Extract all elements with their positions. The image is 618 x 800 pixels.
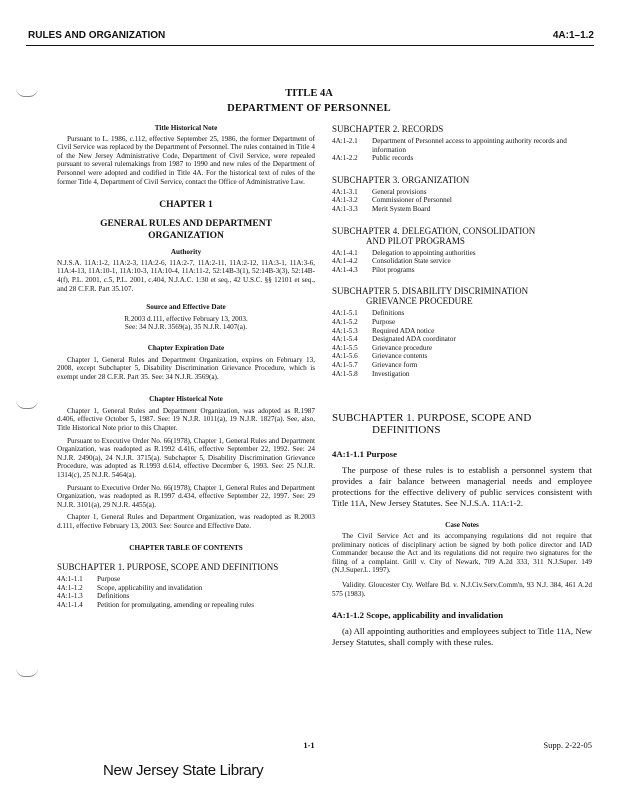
section-1-1-1-heading: 4A:1-1.1 Purpose <box>332 448 397 459</box>
toc-item[interactable]: 4A:1-5.1 Definitions <box>332 309 405 318</box>
section-1-1-2-heading: 4A:1-1.2 Scope, applicability and invalidation <box>332 610 504 621</box>
toc-item[interactable]: 4A:1-5.2 Purpose <box>332 317 396 326</box>
toc-subchapter-4-heading: SUBCHAPTER 4. DELEGATION, CONSOLIDATION AND PILOT PROGRAMS <box>332 225 536 246</box>
margin-mark <box>16 400 38 409</box>
toc-subchapter-1-list <box>57 575 315 609</box>
section-1-1-2-text: (a) All appointing authorities and employees subject to Title 11A, New Jersey Statutes, shall comply with these rules. <box>332 626 592 648</box>
toc-item[interactable]: 4A:1-1.2 Scope, applicability and invalidation <box>57 583 203 592</box>
toc-subchapter-2-heading: SUBCHAPTER 2. RECORDS <box>332 124 444 134</box>
case-note-2: Validity. Gloucester Cty. Welfare Bd. v. N.J.Civ.Serv.Comm'n, 93 N.J. 384, 461 A.2d 575 (1983). <box>332 581 592 598</box>
chapter-historical-p1: Chapter 1, General Rules and Department Organization, was adopted as R.1987 d.406, effective October 5, 1987. See: 19 N.J.R. 1011(a), 19 N.J.R. 1827(a). See, also, Title Historical Note prior to this Chapter. <box>57 406 315 433</box>
subchapter-1-heading: SUBCHAPTER 1. PURPOSE, SCOPE AND DEFINITIONS <box>332 412 532 437</box>
chapter-label: CHAPTER 1 <box>159 200 213 211</box>
header-right: 4A:1–1.2 <box>552 30 594 41</box>
toc-subchapter-5-list <box>332 309 592 378</box>
toc-subchapter-5-heading: SUBCHAPTER 5. DISABILITY DISCRIMINATION GRIEVANCE PROCEDURE <box>332 286 529 307</box>
toc-item[interactable]: 4A:1-5.3 Required ADA notice <box>332 326 435 335</box>
toc-item[interactable]: 4A:1-4.1 Delegation to appointing authorities <box>332 248 476 257</box>
toc-item[interactable]: 4A:1-1.4 Petition for promulgating, amending or repealing rules <box>57 600 255 609</box>
authority-text: N.J.S.A. 11A:1-2, 11A:2-3, 11A:2-6, 11A:2-7, 11A:2-11, 11A:2-12, 11A:3-1, 11A:3-6, 11A:4-13, 11A:10-1, 11A:10-3, 11A:10-4, 11A:11-2, 52:14B-3(1), 52:14B-3(3), 52:14B-4(f), P.L. 2001, c.5, P.L. 2001, c.404, N.J.A.C. 1:30 et seq., 42 U.S.C. §§ 12101 et seq., and 28 C.F.R. Part 35.107. <box>57 258 315 293</box>
toc-item[interactable]: 4A:1-1.1 Purpose <box>57 575 121 584</box>
section-1-1-1-text: The purpose of these rules is to establish a personnel system that provides a fair balance between managerial needs and employee protections for the effective delivery of public services consistent with Title 11A, New Jersey Statutes. See N.J.S.A. 11A:1-2. <box>332 464 592 508</box>
toc-item[interactable]: 4A:1-5.4 Designated ADA coordinator <box>332 335 456 344</box>
toc-item[interactable]: 4A:1-5.6 Grievance contents <box>332 352 428 361</box>
library-watermark: New Jersey State Library <box>103 762 264 779</box>
toc-item[interactable]: 4A:1-2.1 Department of Personnel access to appointing authority records and information <box>332 137 567 154</box>
toc-item[interactable]: 4A:1-3.3 Merit System Board <box>332 204 431 213</box>
source-heading: Source and Effective Date <box>146 303 226 312</box>
right-column <box>332 124 592 648</box>
toc-heading: CHAPTER TABLE OF CONTENTS <box>129 543 243 552</box>
toc-item[interactable]: 4A:1-2.2 Public records <box>332 154 414 163</box>
header-rule <box>26 45 594 46</box>
toc-subchapter-4-list <box>332 249 592 275</box>
toc-item[interactable]: 4A:1-4.2 Consolidation State service <box>332 257 451 266</box>
header-left: RULES AND ORGANIZATION <box>28 30 166 41</box>
authority-heading: Authority <box>170 248 202 257</box>
chapter-historical-p4: Chapter 1, General Rules and Department Organization, was readopted as R.2003 d.111, effective February 13, 2003. See: Source and Effective Date. <box>57 513 315 530</box>
source-line-2: See: 34 N.J.R. 3569(a), 35 N.J.R. 1407(a). <box>124 323 248 332</box>
toc-subchapter-3-heading: SUBCHAPTER 3. ORGANIZATION <box>332 174 470 185</box>
left-column <box>57 124 315 610</box>
toc-item[interactable]: 4A:1-1.3 Definitions <box>57 592 130 601</box>
toc-item[interactable]: 4A:1-3.1 General provisions <box>332 187 427 196</box>
case-notes-heading: Case Notes <box>445 520 479 529</box>
title-number: TITLE 4A <box>285 88 333 99</box>
chapter-title: GENERAL RULES AND DEPARTMENT ORGANIZATION <box>100 219 272 241</box>
source-line-1: R.2003 d.111, effective February 13, 2003. <box>124 314 248 323</box>
title-historical-heading: Title Historical Note <box>154 124 218 132</box>
toc-item[interactable]: 4A:1-3.2 Commissioner of Personnel <box>332 196 452 205</box>
toc-item[interactable]: 4A:1-4.3 Pilot programs <box>332 265 415 274</box>
chapter-historical-p3: Pursuant to Executive Order No. 66(1978), Chapter 1, General Rules and Department Organization, was readopted as R.1997 d.434, effective September 22, 1997. See: 29 N.J.R. 3101(a), 29 N.J.R. 4455(a). <box>57 483 315 509</box>
chapter-historical-p2: Pursuant to Executive Order No. 66(1978), Chapter 1, General Rules and Department Organization, was readopted as R.1992 d.416, effective September 22, 1992. See: 24 N.J.R. 2490(a), 24 N.J.R. 3715(a). Subchapter 5, Disability Discrimination Grievance Procedure, was adopted as R.1993 d.614, effective December 6, 1993. See: 25 N.J.R. 1314(c), 25 N.J.R. 5464(a). <box>57 436 315 480</box>
case-note-1: The Civil Service Act and its accompanying regulations did not require that preliminary notices of disciplinary action be signed by both police director and IAD Commander because the Act and its regulations did not require two signatures for the filing of a complaint. Grill v. City of Newark, 709 A.2d 333, 311 N.J.Super. 149 (N.J.Super.L. 1997). <box>332 532 592 575</box>
supplement-date: Supp. 2-22-05 <box>543 740 592 750</box>
page-number: 1-1 <box>303 740 315 750</box>
title-name: DEPARTMENT OF PERSONNEL <box>227 103 391 114</box>
toc-subchapter-2-list <box>332 137 592 163</box>
running-header <box>28 30 594 46</box>
title-historical-text: Pursuant to L. 1986, c.112, effective September 25, 1986, the former Department of Civil Service was replaced by the Department of Personnel. The rules contained in Title 4 of the New Jersey Administrative Code, Department of Civil Service, were repealed pursuant to several rulemakings from 1987 to 1990 and new rules of the Department of Personnel were adopted and codified in Title 4A. For the historical text of rules of the former Title 4, Department of Civil Service, contact the Office of Administrative Law. <box>57 134 315 186</box>
chapter-historical-heading: Chapter Historical Note <box>149 395 223 404</box>
toc-subchapter-3-list <box>332 188 592 214</box>
toc-item[interactable]: 4A:1-5.8 Investigation <box>332 369 410 378</box>
toc-subchapter-1-heading: SUBCHAPTER 1. PURPOSE, SCOPE AND DEFINITIONS <box>57 562 279 573</box>
toc-item[interactable]: 4A:1-5.5 Grievance procedure <box>332 343 433 352</box>
margin-mark <box>16 668 38 677</box>
toc-item[interactable]: 4A:1-5.7 Grievance form <box>332 360 418 369</box>
expiration-text: Chapter 1, General Rules and Department Organization, expires on February 13, 2008, except Subchapter 5, Disability Discrimination Grievance Procedure, which is exempt under 28 C.F.R. Part 35. See: 34 N.J.R. 3569(a). <box>57 355 315 381</box>
expiration-heading: Chapter Expiration Date <box>147 343 225 352</box>
